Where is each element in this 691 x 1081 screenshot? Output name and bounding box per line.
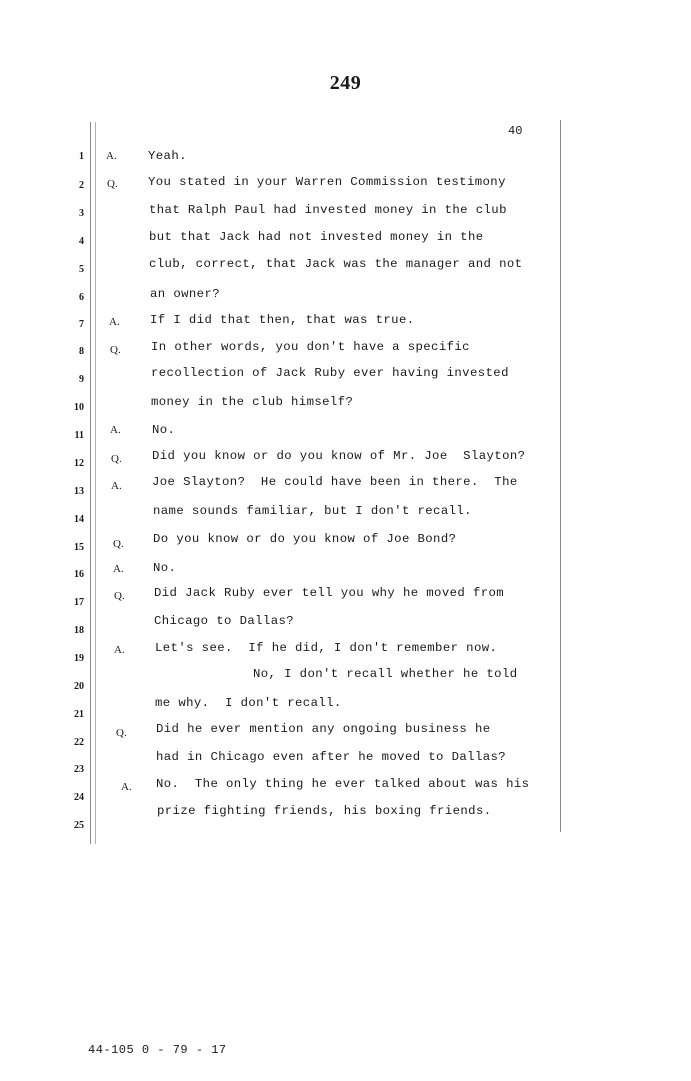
line-number: 25 [74, 820, 84, 831]
transcript-line: Did Jack Ruby ever tell you why he moved from [154, 586, 505, 600]
line-number: 11 [74, 430, 84, 441]
line-number: 3 [79, 208, 84, 219]
transcript-line: Let's see. If he did, I don't remember now. [155, 641, 498, 655]
speaker-label: Q. [111, 453, 122, 465]
speaker-label: A. [106, 150, 117, 162]
transcript-line: Joe Slayton? He could have been in there. The [152, 475, 518, 489]
line-number: 7 [79, 319, 84, 330]
transcript-line: Yeah. [148, 149, 187, 163]
transcript-line: but that Jack had not invested money in the [149, 230, 484, 244]
transcript-line: No. [153, 561, 177, 575]
line-number: 20 [74, 681, 84, 692]
page-number: 249 [329, 72, 362, 94]
line-number: 4 [79, 236, 84, 247]
line-number: 21 [74, 709, 84, 720]
line-number: 17 [74, 597, 84, 608]
speaker-label: Q. [116, 727, 127, 739]
speaker-label: A. [121, 781, 132, 793]
transcript-line: Do you know or do you know of Joe Bond? [153, 532, 457, 546]
line-number: 1 [79, 151, 84, 162]
line-number: 22 [74, 737, 84, 748]
transcript-line: Did you know or do you know of Mr. Joe Slayton? [152, 449, 526, 463]
transcript-line: Did he ever mention any ongoing business he [156, 722, 491, 736]
line-number: 18 [74, 625, 84, 636]
speaker-label: A. [113, 563, 124, 575]
line-number: 24 [74, 792, 84, 803]
transcript-line: No. The only thing he ever talked about was his [156, 777, 530, 791]
transcript-line: Chicago to Dallas? [154, 614, 295, 628]
speaker-label: A. [111, 480, 122, 492]
transcript-line: had in Chicago even after he moved to Dallas? [156, 750, 507, 764]
transcript-page-number: 40 [508, 124, 523, 138]
right-margin-rule [560, 120, 562, 832]
transcript-line: name sounds familiar, but I don't recall. [153, 504, 472, 518]
transcript-line: If I did that then, that was true. [150, 313, 415, 327]
line-number: 5 [79, 264, 84, 275]
transcript-line: me why. I don't recall. [155, 696, 342, 710]
line-number: 10 [74, 402, 84, 413]
line-number: 23 [74, 764, 84, 775]
speaker-label: A. [109, 316, 120, 328]
line-number: 19 [74, 653, 84, 664]
transcript-line: money in the club himself? [151, 395, 354, 409]
line-number: 2 [79, 180, 84, 191]
line-number: 12 [74, 458, 84, 469]
speaker-label: Q. [113, 538, 124, 550]
speaker-label: A. [110, 424, 121, 436]
transcript-line: recollection of Jack Ruby ever having invested [151, 366, 509, 380]
transcript-line: an owner? [150, 287, 221, 301]
line-number: 9 [79, 374, 84, 385]
left-margin-rule [90, 122, 92, 844]
speaker-label: Q. [107, 178, 118, 190]
transcript-line: club, correct, that Jack was the manager and not [149, 257, 523, 271]
transcript-line: prize fighting friends, his boxing friends. [157, 804, 492, 818]
line-number: 8 [79, 346, 84, 357]
line-number: 16 [74, 569, 84, 580]
line-number: 6 [79, 292, 84, 303]
transcript-line: No, I don't recall whether he told [253, 667, 518, 681]
line-number: 15 [74, 542, 84, 553]
speaker-label: Q. [114, 590, 125, 602]
transcript-line: No. [152, 423, 176, 437]
left-margin-rule-inner [95, 122, 97, 844]
footer-code: 44-105 0 - 79 - 17 [88, 1043, 227, 1057]
line-number: 13 [74, 486, 84, 497]
line-number: 14 [74, 514, 84, 525]
transcript-line: You stated in your Warren Commission testimony [148, 175, 506, 189]
speaker-label: Q. [110, 344, 121, 356]
speaker-label: A. [114, 644, 125, 656]
transcript-line: In other words, you don't have a specific [151, 340, 470, 354]
transcript-line: that Ralph Paul had invested money in the club [149, 203, 507, 217]
